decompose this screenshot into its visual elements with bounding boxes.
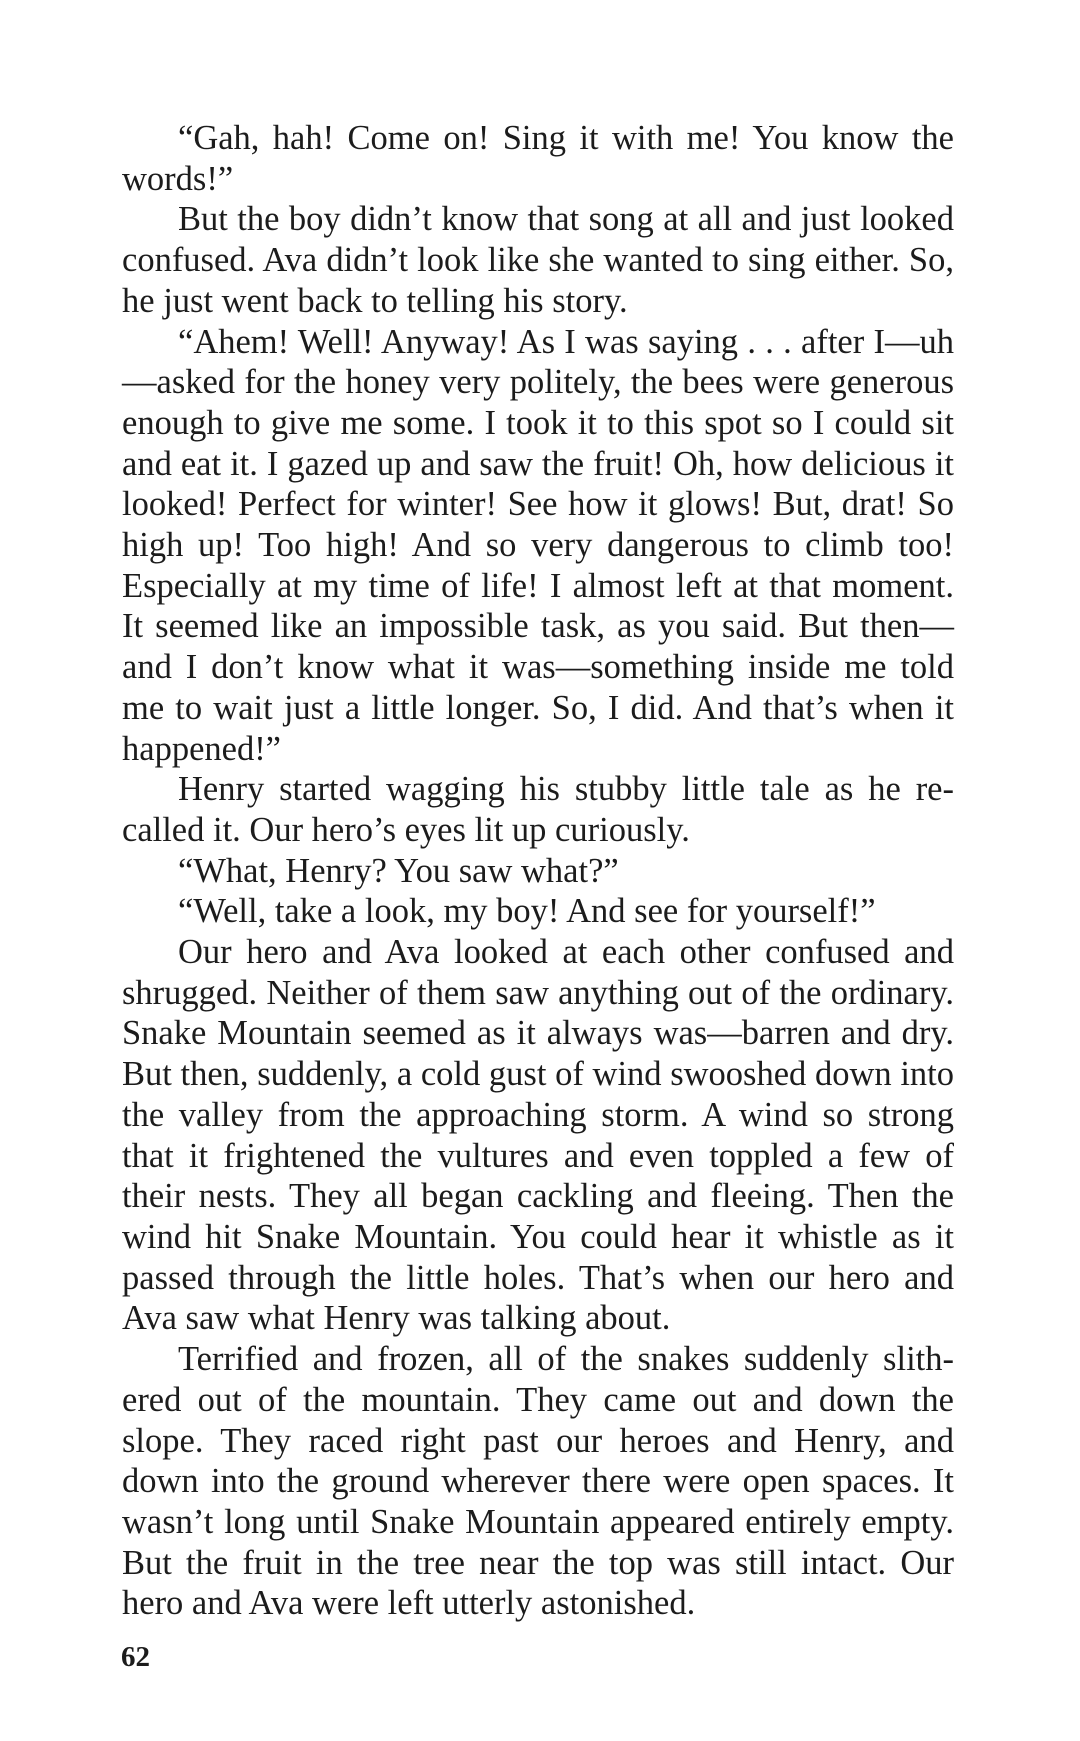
paragraph-5: “What, Henry? You saw what?” [178,851,619,890]
paragraph-8: Terrified and frozen, all of the snakes suddenly slithered out of the mountain. They came out and down the slope. They raced right past our heroes and Henry, and down into the ground wherever there were open spaces. It wasn’t long until Snake Mountain appeared entirely empty. But the fruit in the tree near the top was still intact. Our hero and Ava were left utterly astonished. [122,1340,954,1623]
paragraph-6: “Well, take a look, my boy! And see for yourself!” [178,892,876,931]
paragraph-4: Henry started wagging his stubby little tale as he recalled it. Our hero’s eyes lit up curiously. [122,770,954,849]
paragraph-2: But the boy didn’t know that song at all and just looked confused. Ava didn’t look like she wanted to sing either. So, he just went back to telling his story. [122,200,954,320]
paragraph-3: “Ahem! Well! Anyway! As I was saying . . . after I—uh—asked for the honey very politely, the bees were generous enough to give me some. I took it to this spot so I could sit and eat it. I gazed up and saw the fruit! Oh, how delicious it looked! Perfect for winter! See how it glows! But, drat! So high up! Too high! And so very dangerous to climb too! Especially at my time of life! I almost left at that moment. It seemed like an impossible task, as you said. But then—and I don’t know what it was—something inside me told me to wait just a little longer. So, I did. And that’s when it happened!” [122,322,954,768]
page-number: 62 [121,1641,150,1673]
body-text [122,118,954,1624]
paragraph-1: “Gah, hah! Come on! Sing it with me! You know the words!” [122,119,954,198]
paragraph-7: Our hero and Ava looked at each other confused and shrugged. Neither of them saw anything out of the ordinary. Snake Mountain seemed as it always was—barren and dry. But then, suddenly, a cold gust of wind swooshed down into the valley from the approaching storm. A wind so strong that it frightened the vultures and even toppled a few of their nests. They all began cackling and fleeing. Then the wind hit Snake Mountain. You could hear it whistle as it passed through the little holes. That’s when our hero and Ava saw what Henry was talking about. [122,933,954,1338]
